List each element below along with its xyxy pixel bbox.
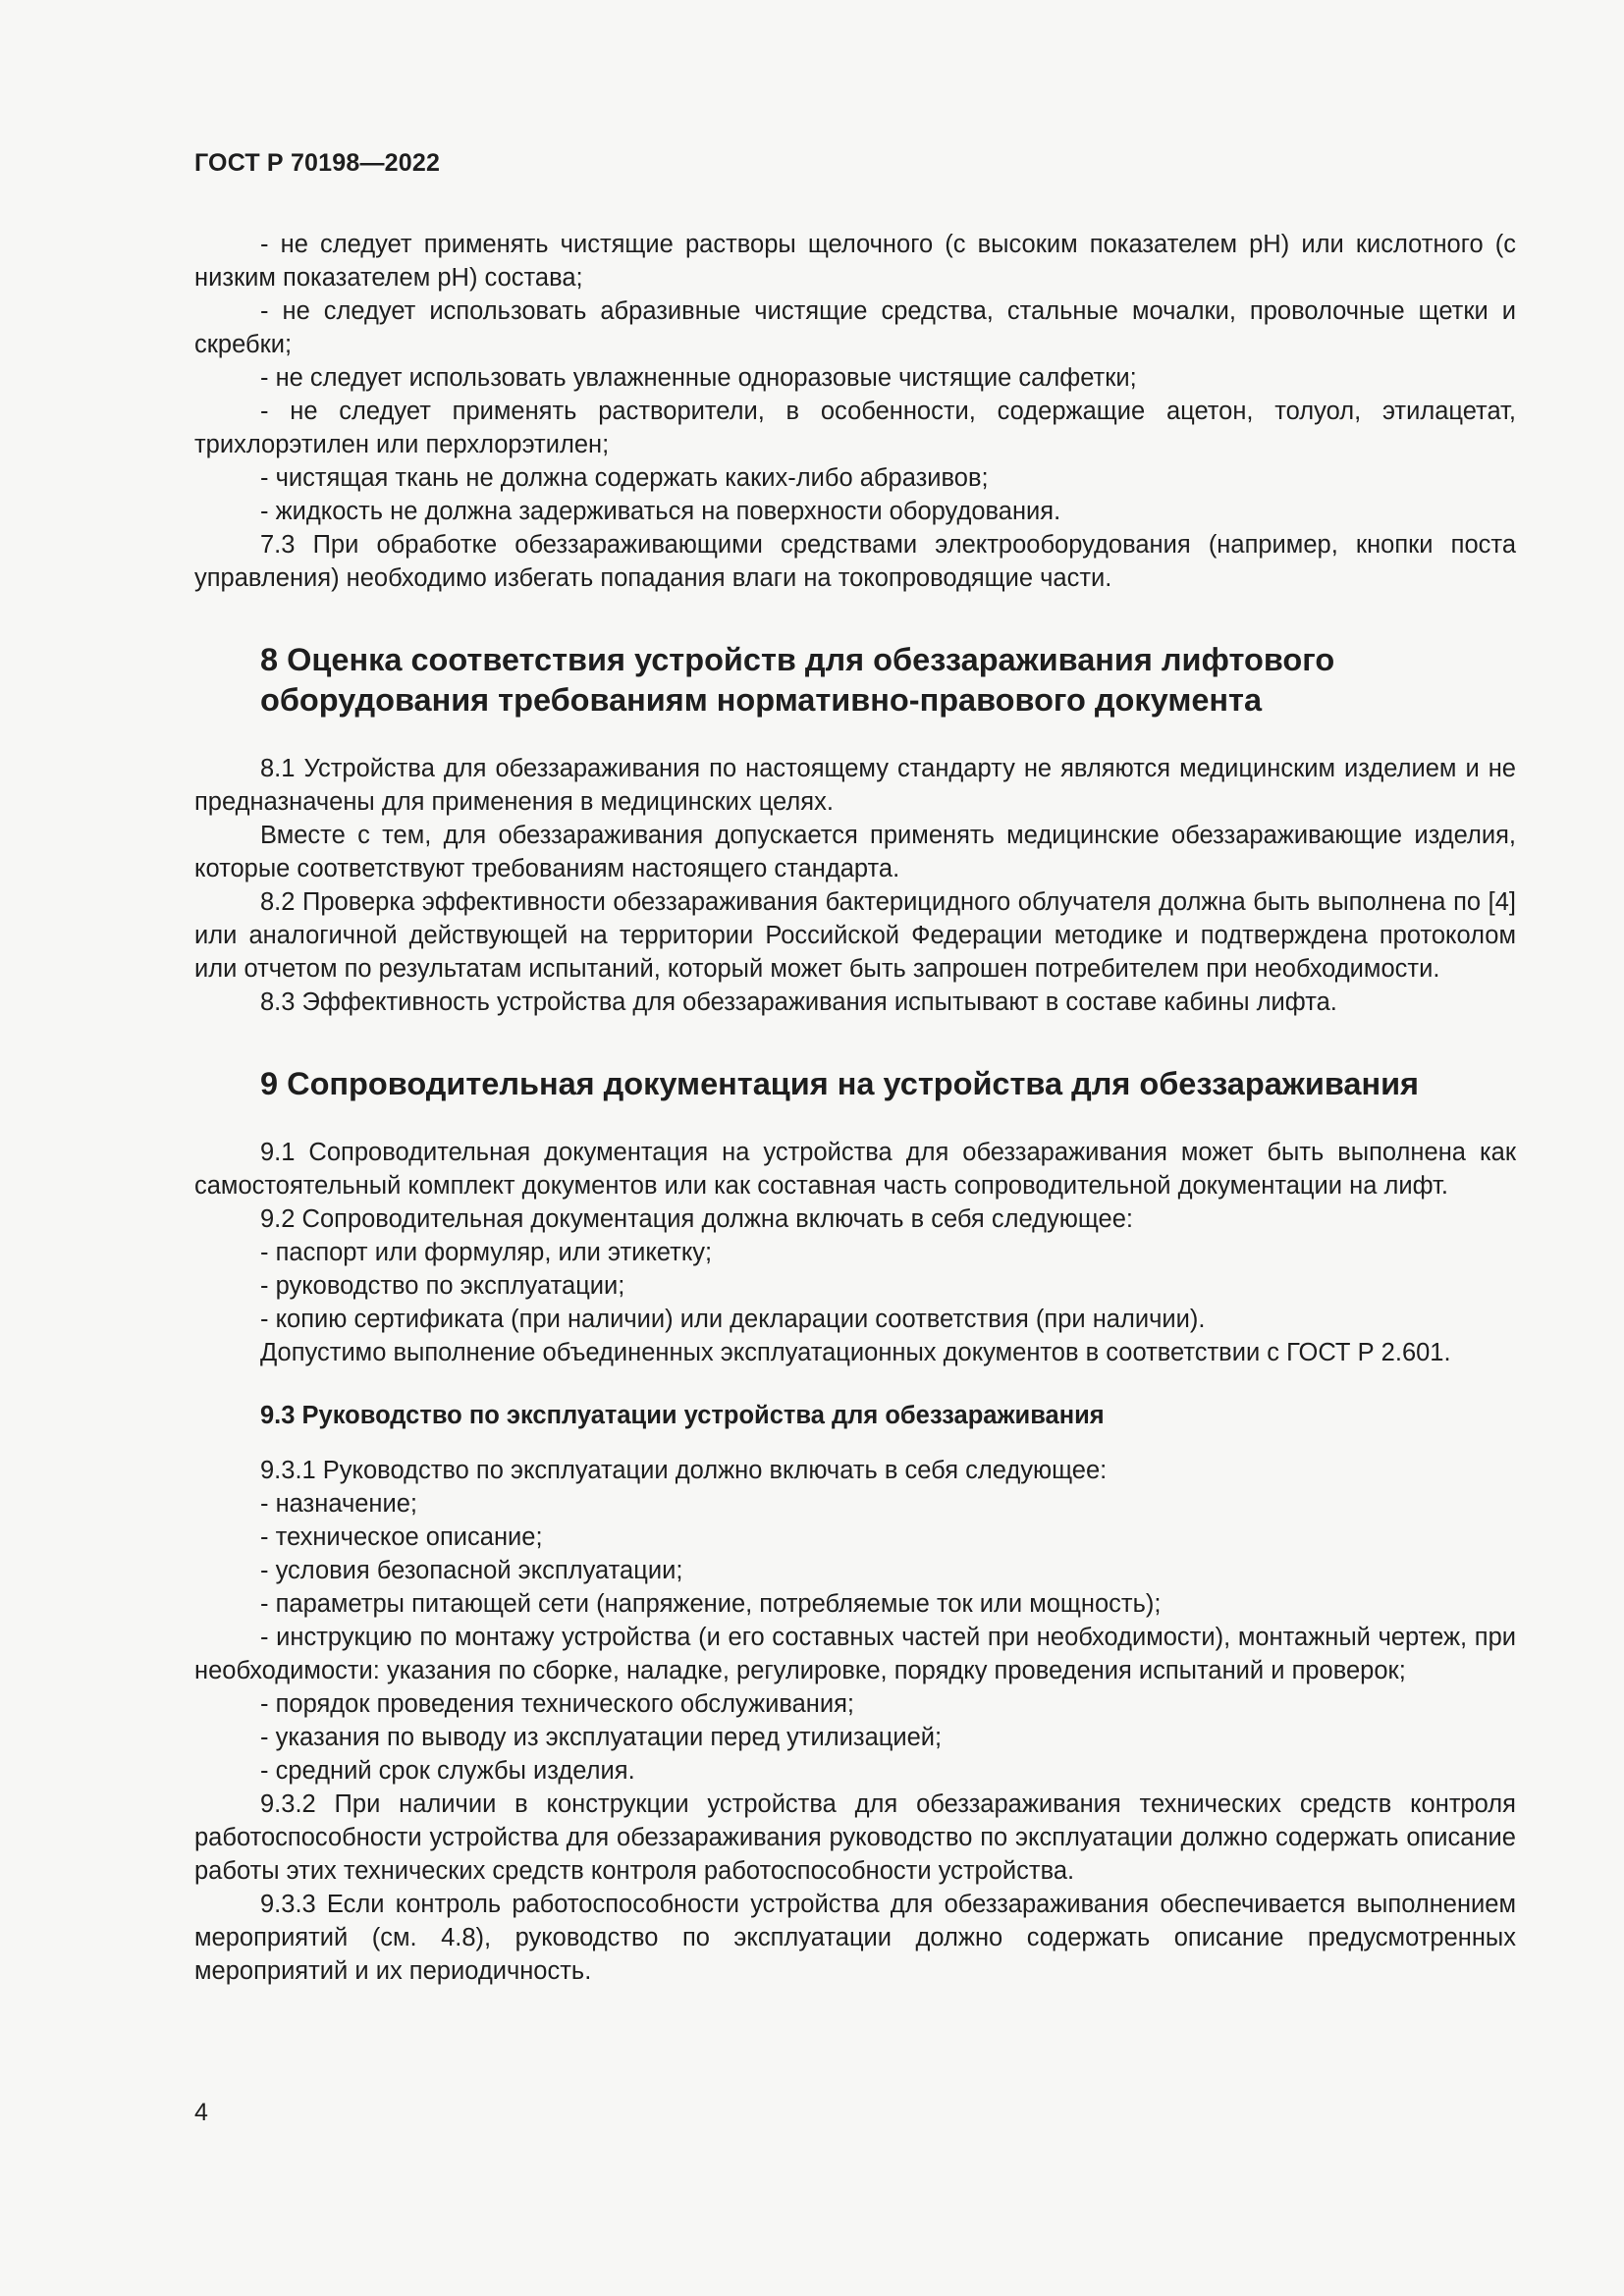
paragraph: 8.1 Устройства для обеззараживания по настоящему стандарту не являются медицинским изделием и не предназначены для применения в медицинских целях. bbox=[194, 755, 1516, 816]
section-8-body bbox=[194, 752, 1516, 1019]
section-9-title: 9 Сопроводительная документация на устройства для обеззараживания bbox=[260, 1066, 1420, 1101]
paragraph: - параметры питающей сети (напряжение, потребляемые ток или мощность); bbox=[260, 1590, 1162, 1618]
paragraph: - инструкцию по монтажу устройства (и его составных частей при необходимости), монтажный чертеж, при необходимости: указания по сборке, наладке, регулировке, порядку проведения испытаний и проверок; bbox=[194, 1624, 1516, 1684]
document-header: ГОСТ Р 70198—2022 bbox=[194, 149, 441, 177]
subsection-9-3-body bbox=[194, 1454, 1516, 1988]
paragraph: - чистящая ткань не должна содержать каких-либо абразивов; bbox=[260, 464, 989, 492]
paragraph: - не следует применять растворители, в особенности, содержащие ацетон, толуол, этилацетат, трихлорэтилен или перхлорэтилен; bbox=[194, 398, 1516, 458]
paragraph: - не следует использовать абразивные чистящие средства, стальные мочалки, проволочные щетки и скребки; bbox=[194, 297, 1516, 358]
paragraph: - условия безопасной эксплуатации; bbox=[260, 1557, 683, 1584]
paragraph: - не следует применять чистящие растворы щелочного (с высоким показателем рН) или кислотного (с низким показателем рН) состава; bbox=[194, 231, 1516, 292]
paragraph: 9.1 Сопроводительная документация на устройства для обеззараживания может быть выполнена как самостоятельный комплект документов или как составная часть сопроводительной документации на лифт. bbox=[194, 1139, 1516, 1200]
paragraph: - жидкость не должна задерживаться на поверхности оборудования. bbox=[260, 498, 1061, 525]
paragraph: - средний срок службы изделия. bbox=[260, 1757, 635, 1785]
paragraph: - копию сертификата (при наличии) или декларации соответствия (при наличии). bbox=[260, 1306, 1206, 1333]
paragraph: - паспорт или формуляр, или этикетку; bbox=[260, 1239, 713, 1266]
page-number: 4 bbox=[194, 2099, 208, 2126]
paragraph: 7.3 При обработке обеззараживающими средствами электрооборудования (например, кнопки поста управления) необходимо избегать попадания влаги на токопроводящие части. bbox=[194, 531, 1516, 592]
paragraph: 9.3.1 Руководство по эксплуатации должно включать в себя следующее: bbox=[260, 1457, 1108, 1484]
paragraph: - назначение; bbox=[260, 1490, 418, 1518]
paragraph: - техническое описание; bbox=[260, 1523, 543, 1551]
paragraph: 8.2 Проверка эффективности обеззараживания бактерицидного облучателя должна быть выполнена по [4] или аналогичной действующей на территории Российской Федерации методике и подтверждена протоколом или отчетом по результатам испытаний, который может быть запрошен потребителем при необходимости. bbox=[194, 888, 1516, 983]
paragraph: Вместе с тем, для обеззараживания допускается применять медицинские обеззараживающие изделия, которые соответствуют требованиям настоящего стандарта. bbox=[194, 822, 1516, 882]
paragraph: - порядок проведения технического обслуживания; bbox=[260, 1690, 854, 1718]
paragraph: 9.2 Сопроводительная документация должна включать в себя следующее: bbox=[260, 1205, 1133, 1233]
paragraph: 9.3.2 При наличии в конструкции устройства для обеззараживания технических средств контроля работоспособности устройства для обеззараживания руководство по эксплуатации должно содержать описание работы этих технических средств контроля работоспособности устройства. bbox=[194, 1790, 1516, 1885]
paragraph: 8.3 Эффективность устройства для обеззараживания испытывают в составе кабины лифта. bbox=[260, 988, 1337, 1016]
intro-block bbox=[194, 228, 1516, 595]
section-8-title: 8 Оценка соответствия устройств для обеззараживания лифтового оборудования требованиям нормативно-правового документа bbox=[260, 642, 1335, 718]
paragraph: - не следует использовать увлажненные одноразовые чистящие салфетки; bbox=[260, 364, 1137, 392]
subsection-9-3-title: 9.3 Руководство по эксплуатации устройства для обеззараживания bbox=[260, 1402, 1105, 1429]
paragraph: - руководство по эксплуатации; bbox=[260, 1272, 625, 1300]
document-body bbox=[194, 228, 1516, 1988]
paragraph: - указания по выводу из эксплуатации перед утилизацией; bbox=[260, 1724, 943, 1751]
section-9-body bbox=[194, 1136, 1516, 1369]
paragraph: 9.3.3 Если контроль работоспособности устройства для обеззараживания обеспечивается выполнением мероприятий (см. 4.8), руководство по эксплуатации должно содержать описание предусмотренных мероприятий и их периодичность. bbox=[194, 1891, 1516, 1985]
paragraph: Допустимо выполнение объединенных эксплуатационных документов в соответствии с ГОСТ Р 2.601. bbox=[260, 1339, 1451, 1366]
